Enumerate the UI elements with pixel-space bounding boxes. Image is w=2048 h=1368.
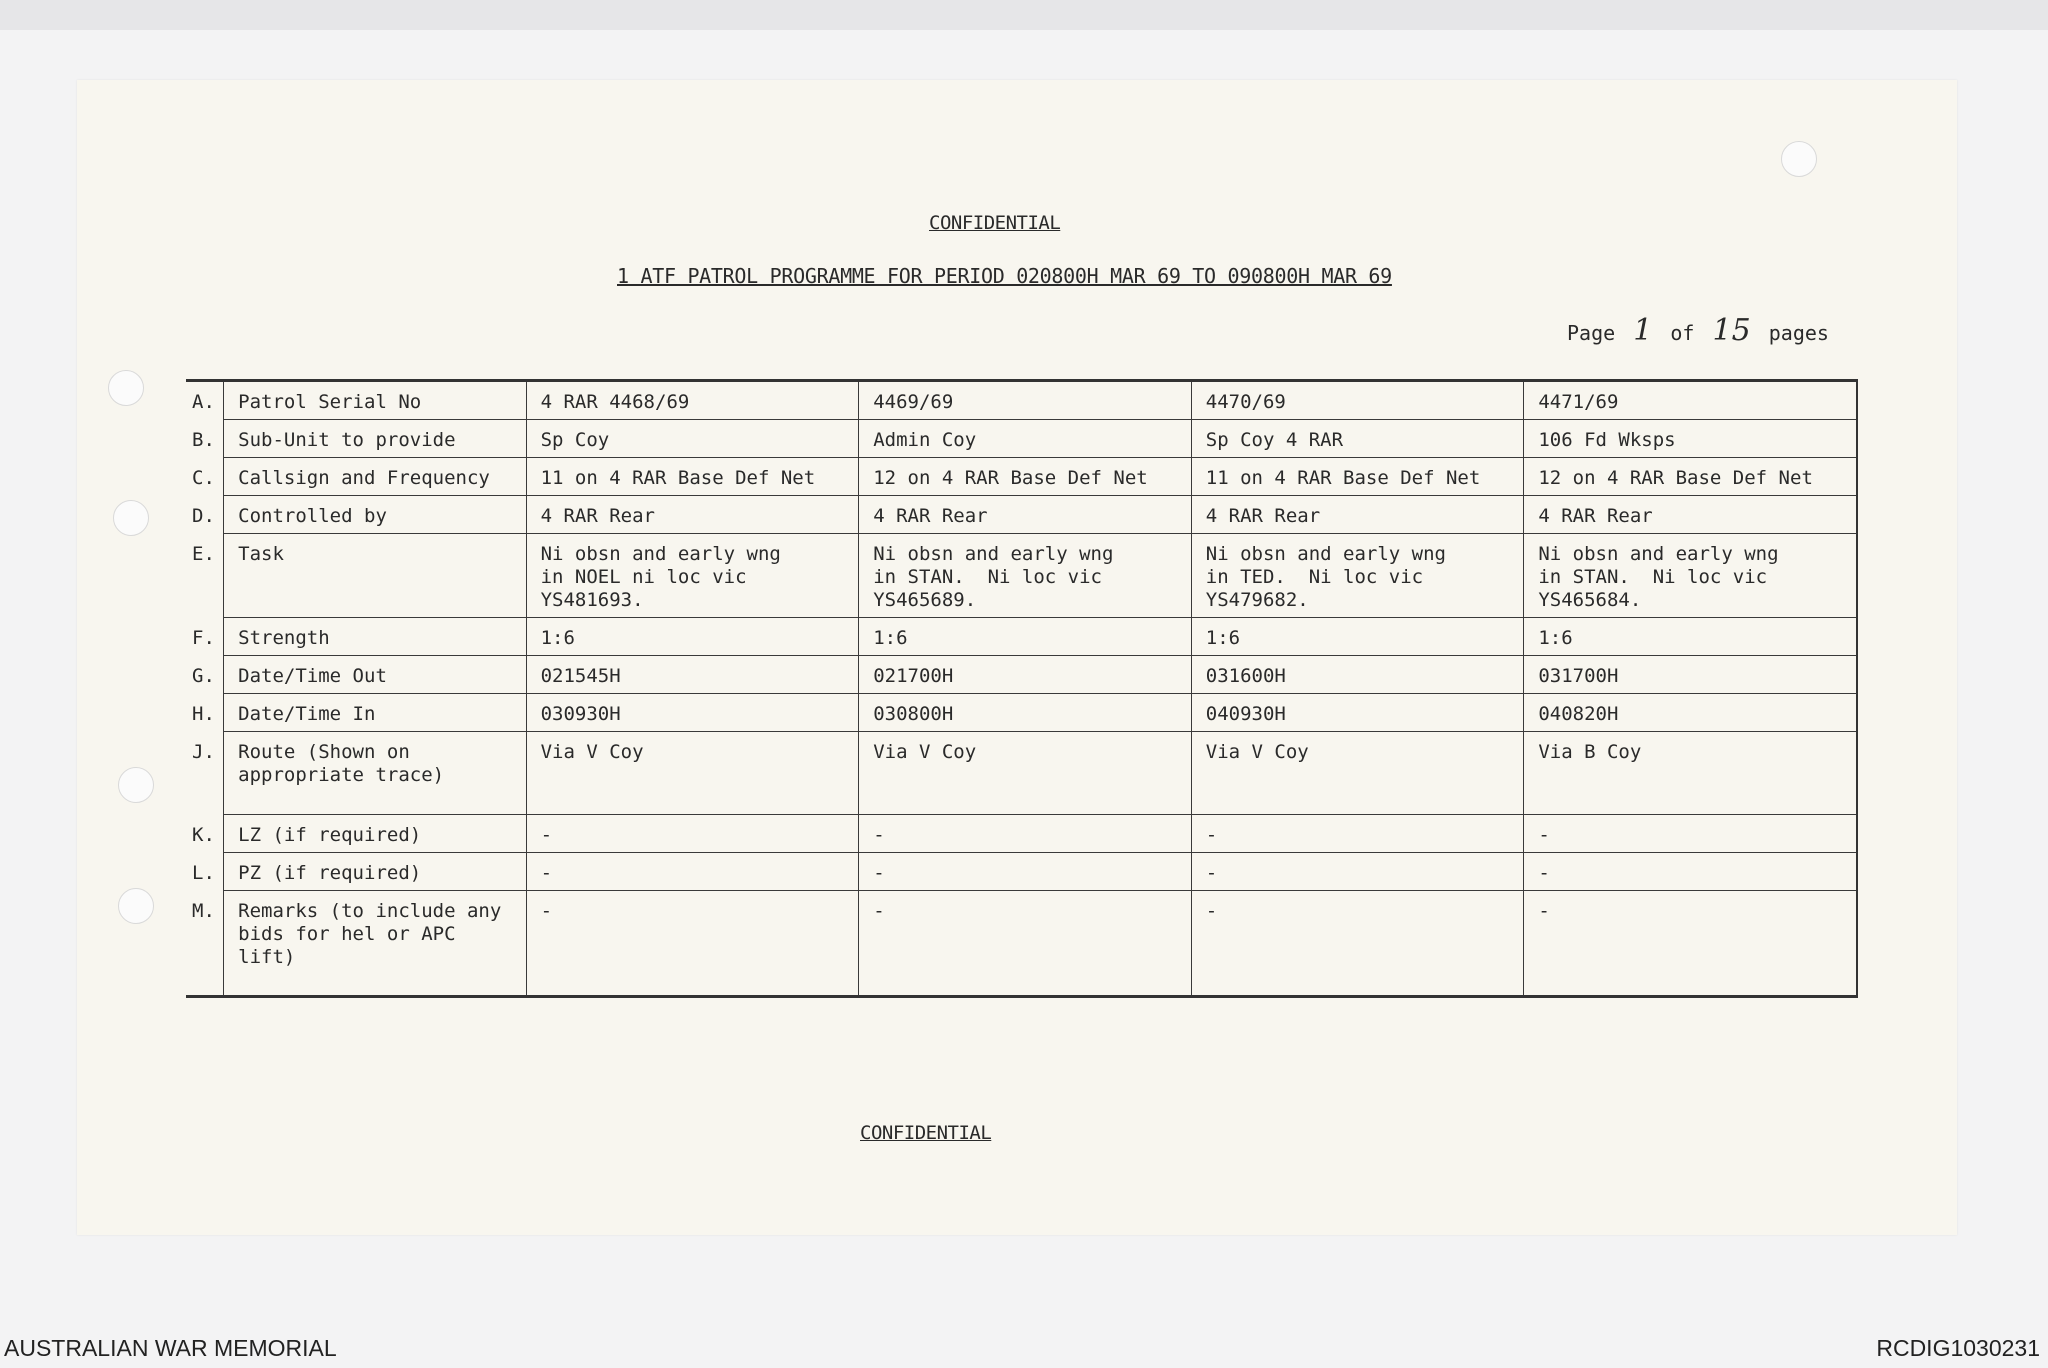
table-row — [186, 694, 1857, 732]
patrol-cell: Via V Coy — [859, 732, 1192, 815]
patrol-cell: 12 on 4 RAR Base Def Net — [1524, 458, 1857, 496]
patrol-cell: 12 on 4 RAR Base Def Net — [859, 458, 1192, 496]
footer-institution: AUSTRALIAN WAR MEMORIAL — [4, 1335, 337, 1361]
patrol-cell: - — [1191, 853, 1524, 891]
punch-hole — [108, 370, 144, 406]
page-prefix: Page — [1567, 321, 1616, 345]
patrol-cell: 11 on 4 RAR Base Def Net — [1191, 458, 1524, 496]
classification-top: CONFIDENTIAL — [929, 212, 1061, 234]
classification-bottom: CONFIDENTIAL — [860, 1122, 992, 1144]
punch-hole — [1781, 141, 1817, 177]
patrol-cell: 4 RAR Rear — [1524, 496, 1857, 534]
page-of: of — [1670, 321, 1695, 345]
row-label: Sub-Unit to provide — [224, 420, 526, 458]
patrol-cell: 1:6 — [1191, 618, 1524, 656]
table-row — [186, 420, 1857, 458]
patrol-cell: Ni obsn and early wng in NOEL ni loc vic YS481693. — [526, 534, 859, 618]
patrol-cell: 4 RAR 4468/69 — [526, 381, 859, 420]
patrol-cell: 4471/69 — [1524, 381, 1857, 420]
punch-hole — [118, 888, 154, 924]
page-current: 1 — [1633, 313, 1653, 348]
table-row — [186, 381, 1857, 420]
patrol-cell: 4 RAR Rear — [1191, 496, 1524, 534]
patrol-cell: - — [526, 815, 859, 853]
patrol-cell: Via V Coy — [526, 732, 859, 815]
row-label: Strength — [224, 618, 526, 656]
patrol-cell: 4 RAR Rear — [526, 496, 859, 534]
row-letter: M. — [186, 891, 224, 997]
document-title: 1 ATF PATROL PROGRAMME FOR PERIOD 020800H MAR 69 TO 090800H MAR 69 — [617, 264, 1392, 288]
patrol-cell: - — [1524, 891, 1857, 997]
patrol-cell: - — [526, 853, 859, 891]
row-label: Patrol Serial No — [224, 381, 526, 420]
footer-record-id: RCDIG1030231 — [1876, 1335, 2040, 1361]
patrol-cell: 1:6 — [859, 618, 1192, 656]
table-row — [186, 496, 1857, 534]
patrol-cell: Ni obsn and early wng in TED. Ni loc vic YS479682. — [1191, 534, 1524, 618]
punch-hole — [118, 767, 154, 803]
row-letter: D. — [186, 496, 224, 534]
row-label: LZ (if required) — [224, 815, 526, 853]
patrol-cell: Ni obsn and early wng in STAN. Ni loc vic YS465689. — [859, 534, 1192, 618]
patrol-cell: - — [1191, 891, 1524, 997]
table-row — [186, 853, 1857, 891]
row-letter: A. — [186, 381, 224, 420]
patrol-cell: Sp Coy 4 RAR — [1191, 420, 1524, 458]
row-label: PZ (if required) — [224, 853, 526, 891]
patrol-cell: - — [1191, 815, 1524, 853]
patrol-cell: 021700H — [859, 656, 1192, 694]
table-row — [186, 656, 1857, 694]
patrol-cell: Ni obsn and early wng in STAN. Ni loc vic YS465684. — [1524, 534, 1857, 618]
patrol-cell: 1:6 — [526, 618, 859, 656]
patrol-cell: Sp Coy — [526, 420, 859, 458]
patrol-programme-table — [186, 379, 1858, 998]
patrol-cell: - — [1524, 815, 1857, 853]
row-letter: F. — [186, 618, 224, 656]
row-label: Date/Time Out — [224, 656, 526, 694]
patrol-cell: 030800H — [859, 694, 1192, 732]
table-row — [186, 891, 1857, 997]
patrol-cell: - — [859, 891, 1192, 997]
row-letter: G. — [186, 656, 224, 694]
patrol-cell: 030930H — [526, 694, 859, 732]
table-row — [186, 732, 1857, 815]
row-letter: J. — [186, 732, 224, 815]
table-row — [186, 458, 1857, 496]
table-row — [186, 534, 1857, 618]
patrol-cell: 021545H — [526, 656, 859, 694]
page-number — [1567, 313, 1829, 348]
patrol-cell: Admin Coy — [859, 420, 1192, 458]
row-letter: H. — [186, 694, 224, 732]
row-letter: C. — [186, 458, 224, 496]
patrol-cell: 4 RAR Rear — [859, 496, 1192, 534]
patrol-cell: 1:6 — [1524, 618, 1857, 656]
patrol-cell: 4470/69 — [1191, 381, 1524, 420]
patrol-cell: 040820H — [1524, 694, 1857, 732]
row-label: Callsign and Frequency — [224, 458, 526, 496]
row-letter: E. — [186, 534, 224, 618]
patrol-cell: - — [859, 853, 1192, 891]
patrol-cell: - — [526, 891, 859, 997]
patrol-cell: - — [1524, 853, 1857, 891]
row-label: Date/Time In — [224, 694, 526, 732]
punch-hole — [113, 500, 149, 536]
row-letter: L. — [186, 853, 224, 891]
patrol-cell: Via B Coy — [1524, 732, 1857, 815]
table-row — [186, 815, 1857, 853]
row-label: Remarks (to include any bids for hel or APC lift) — [224, 891, 526, 997]
patrol-cell: 4469/69 — [859, 381, 1192, 420]
row-letter: B. — [186, 420, 224, 458]
patrol-cell: 040930H — [1191, 694, 1524, 732]
row-label: Route (Shown on appropriate trace) — [224, 732, 526, 815]
row-label: Task — [224, 534, 526, 618]
patrol-cell: 031600H — [1191, 656, 1524, 694]
patrol-cell: 106 Fd Wksps — [1524, 420, 1857, 458]
page-total: 15 — [1712, 313, 1751, 348]
page-suffix: pages — [1768, 321, 1829, 345]
patrol-cell: Via V Coy — [1191, 732, 1524, 815]
row-label: Controlled by — [224, 496, 526, 534]
patrol-cell: 11 on 4 RAR Base Def Net — [526, 458, 859, 496]
table-row — [186, 618, 1857, 656]
patrol-cell: - — [859, 815, 1192, 853]
scanner-top-strip — [0, 0, 2048, 30]
row-letter: K. — [186, 815, 224, 853]
patrol-cell: 031700H — [1524, 656, 1857, 694]
